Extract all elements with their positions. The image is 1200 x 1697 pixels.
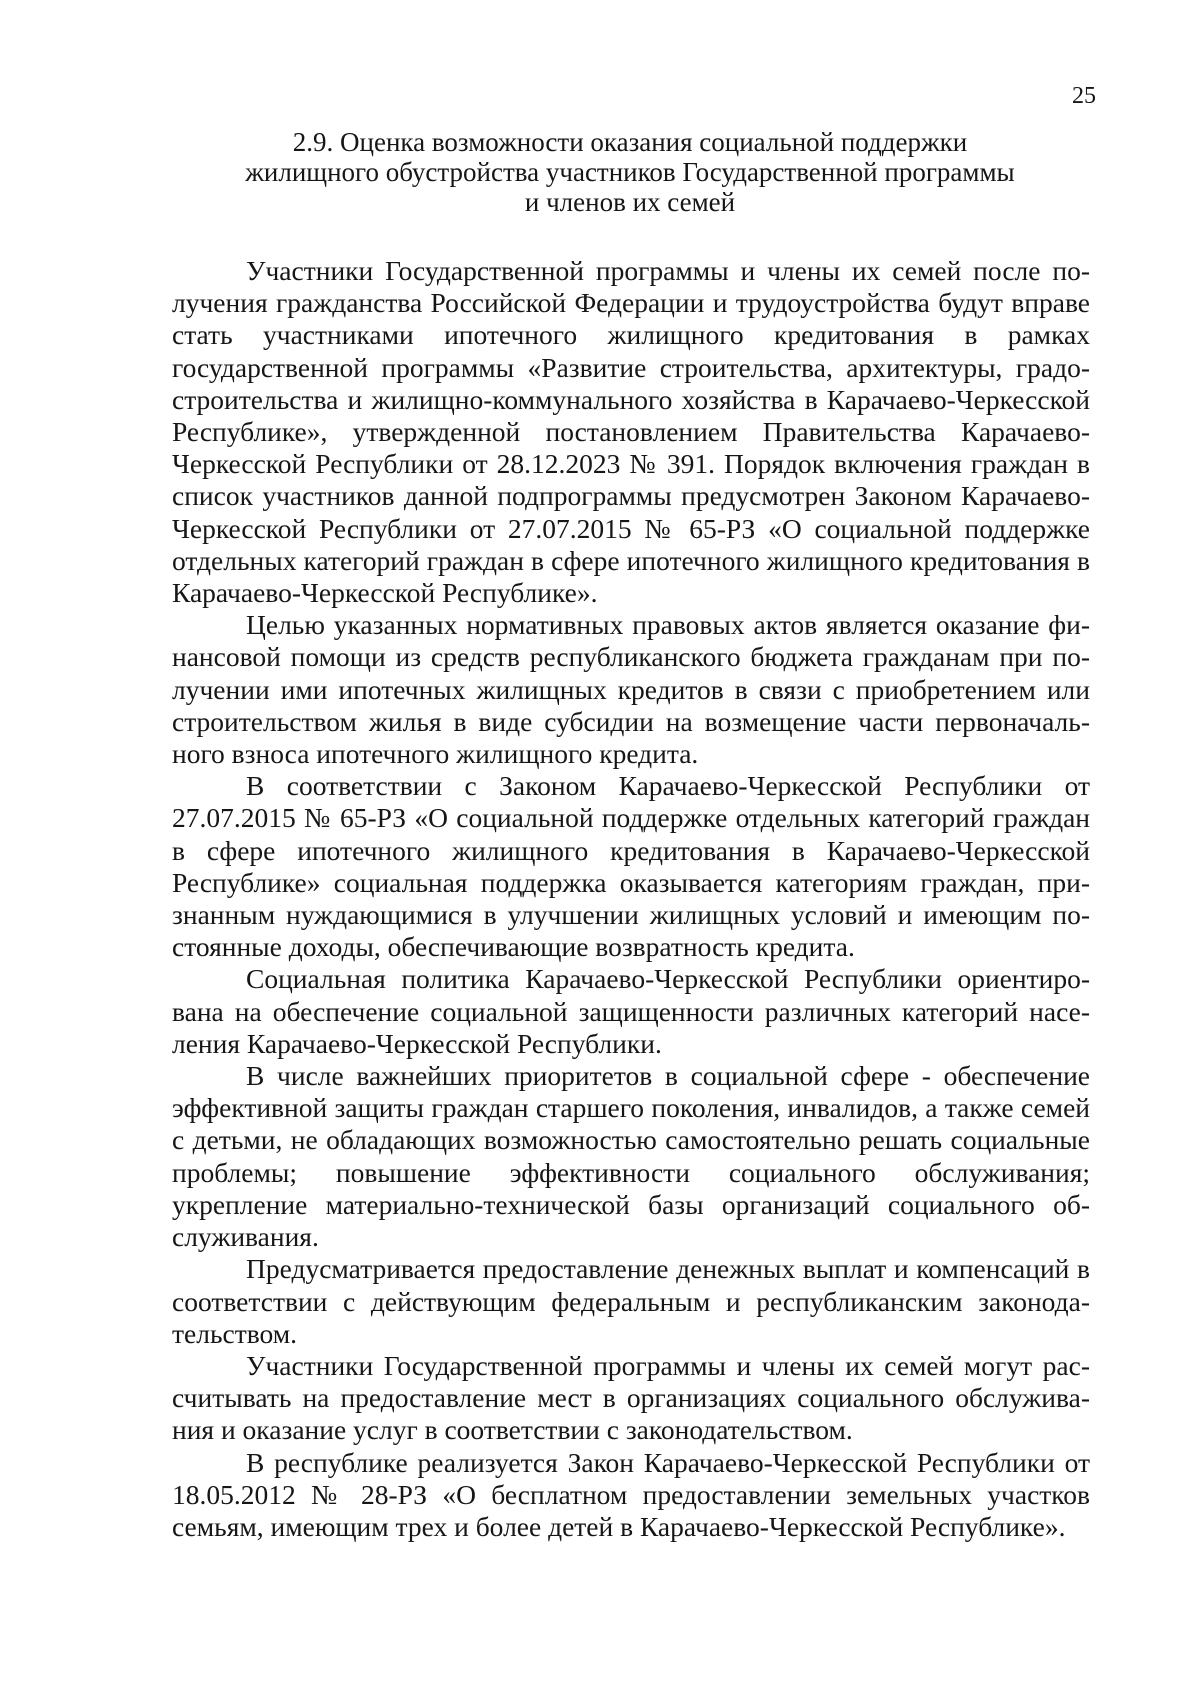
paragraph: Участники Государственной программы и члены их семей после получения гражданства Российской Федерации и трудоустройства будут вправе стать участниками ипотечного жилищного кредитования в рамках государственной программы «Развитие строительства, архитектуры, градостроительства и жилищно-коммунального хозяйства в Карачаево-Черкесской Республике», утвержденной постановлением Правительства Карачаево-Черкесской Республики от 28.12.2023 № 391. Порядок включения граждан в список участников данной подпрограммы предусмотрен Законом Карачаево-Черкесской Республики от 27.07.2015 № 65-РЗ «О социальной поддержке отдельных категорий граждан в сфере ипотечного жилищного кредитования в Карачаево-Черкесской Республике».: [172, 255, 1090, 609]
section-title-line: и членов их семей: [524, 187, 736, 217]
section-title-line: жилищного обустройства участников Государственной программы: [245, 157, 1015, 187]
paragraph: Предусматривается предоставление денежных выплат и компенсаций в соответствии с действующим федеральным и республиканским законодательством.: [172, 1253, 1090, 1349]
paragraph: Целью указанных нормативных правовых актов является оказание финансовой помощи из средств республиканского бюджета гражданам при получении ими ипотечных жилищных кредитов в связи с приобретением или строительством жилья в виде субсидии на возмещение части первоначального взноса ипотечного жилищного кредита.: [172, 609, 1090, 770]
section-title: [170, 127, 1090, 217]
paragraph: Участники Государственной программы и члены их семей могут рассчитывать на предоставление мест в организациях социального обслуживания и оказание услуг в соответствии с законодательством.: [172, 1349, 1090, 1446]
body-text: [172, 255, 1090, 1543]
paragraph: В соответствии с Законом Карачаево-Черкесской Республики от 27.07.2015 № 65-РЗ «О социальной поддержке отдельных категорий граждан в сфере ипотечного жилищного кредитования в Карачаево-Черкесской Республике» социальная поддержка оказывается категориям граждан, признанным нуждающимися в улучшении жилищных условий и имеющим постоянные доходы, обеспечивающие возвратность кредита.: [172, 770, 1090, 963]
section-title-line: 2.9. Оценка возможности оказания социальной поддержки: [292, 127, 968, 157]
paragraph: В республике реализуется Закон Карачаево-Черкесской Республики от 18.05.2012 № 28-РЗ «О бесплатном предоставлении земельных участков семьям, имеющим трех и более детей в Карачаево-Черкесской Республике».: [172, 1446, 1090, 1542]
paragraph: Социальная политика Карачаево-Черкесской Республики ориентирована на обеспечение социальной защищенности различных категорий населения Карачаево-Черкесской Республики.: [172, 963, 1090, 1059]
page-number: 25: [1072, 83, 1096, 109]
paragraph: В числе важнейших приоритетов в социальной сфере - обеспечение эффективной защиты граждан старшего поколения, инвалидов, а также семей с детьми, не обладающих возможностью самостоятельно решать социальные проблемы; повышение эффективности социального обслуживания; укрепление материально-технической базы организаций социального обслуживания.: [172, 1060, 1090, 1253]
